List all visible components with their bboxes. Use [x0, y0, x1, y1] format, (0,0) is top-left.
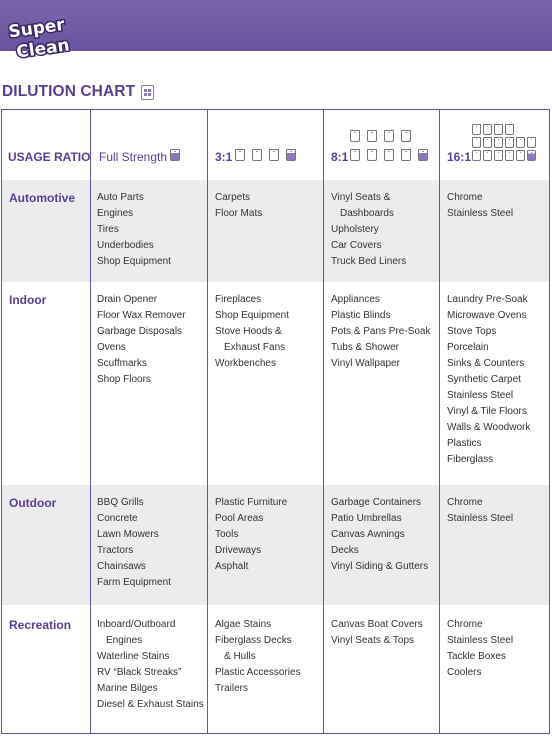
- measuring-cup-icon: [483, 137, 492, 148]
- measuring-cup-icon: [350, 149, 360, 161]
- cell-outdoor-8-1: [331, 495, 428, 575]
- list-item: Vinyl Wallpaper: [331, 358, 400, 369]
- list-item: Car Covers: [331, 240, 382, 251]
- list-item: Asphalt: [215, 561, 249, 572]
- list-item: Laundry Pre-Soak: [447, 294, 528, 305]
- measuring-cup-icon: [516, 137, 525, 148]
- measuring-cup-icon: [494, 124, 503, 135]
- header-usage-ratio: USAGE RATIO: [8, 150, 91, 164]
- list-item: Drain Opener: [97, 294, 158, 305]
- list-item: Upholstery: [331, 224, 379, 235]
- measuring-cup-full-icon: [527, 150, 536, 161]
- list-item: & Hulls: [224, 651, 256, 662]
- list-item: Sinks & Counters: [447, 358, 525, 369]
- header-3-1: 3:1: [215, 150, 233, 164]
- list-item: Workbenches: [215, 358, 276, 369]
- list-item: Canvas Boat Covers: [331, 619, 423, 630]
- list-item: Tubs & Shower: [331, 342, 399, 353]
- measuring-cup-icon: [235, 149, 245, 161]
- list-item: Vinyl Seats & Tops: [331, 635, 415, 646]
- cell-outdoor-full: [97, 495, 171, 591]
- measuring-cup-icon: [505, 137, 514, 148]
- measuring-cup-full-icon: [170, 149, 180, 161]
- cell-outdoor-16-1: [447, 495, 513, 527]
- list-item: Marine Bilges: [97, 683, 158, 694]
- measuring-cup-icon: [367, 149, 377, 161]
- logo-line2: Clean: [15, 35, 71, 63]
- list-item: Stove Tops: [447, 326, 497, 337]
- list-item: RV “Black Streaks”: [97, 667, 182, 678]
- list-item: Truck Bed Liners: [331, 256, 407, 267]
- list-item: Shop Equipment: [215, 310, 289, 321]
- list-item: Floor Wax Remover: [97, 310, 186, 321]
- list-item: Driveways: [215, 545, 262, 556]
- measuring-cup-icon: [505, 124, 514, 135]
- list-item: Dashboards: [340, 208, 394, 219]
- measuring-cup-icon: [516, 150, 525, 161]
- list-item: Patio Umbrellas: [331, 513, 402, 524]
- list-item: Chainsaws: [97, 561, 146, 572]
- list-item: Tools: [215, 529, 239, 540]
- list-item: Tractors: [97, 545, 134, 556]
- list-item: Trailers: [215, 683, 248, 694]
- header-16-1: 16:1: [447, 150, 472, 164]
- list-item: Stainless Steel: [447, 390, 514, 401]
- list-item: Inboard/Outboard: [97, 619, 176, 630]
- measuring-cup-icon: [505, 150, 514, 161]
- column-divider: [439, 110, 440, 733]
- chart-icon: [141, 85, 154, 100]
- cell-outdoor-3-1: [215, 495, 287, 575]
- list-item: Porcelain: [447, 342, 489, 353]
- list-item: Auto Parts: [97, 192, 144, 203]
- measuring-cup-icon: [269, 149, 279, 161]
- list-item: Engines: [106, 635, 143, 646]
- list-item: Chrome: [447, 192, 483, 203]
- list-item: Garbage Disposals: [97, 326, 183, 337]
- header-banner: [0, 0, 552, 51]
- list-item: Fireplaces: [215, 294, 262, 305]
- row-label-automotive: Automotive: [9, 191, 75, 205]
- measuring-cup-icon: [483, 124, 492, 135]
- cell-indoor-16-1: [447, 292, 530, 468]
- list-item: Decks: [331, 545, 359, 556]
- row-label-outdoor: Outdoor: [9, 496, 57, 510]
- list-item: Pool Areas: [215, 513, 264, 524]
- header-full-strength: Full Strength: [99, 150, 168, 164]
- list-item: Plastic Accessories: [215, 667, 301, 678]
- list-item: Fiberglass: [447, 454, 494, 465]
- list-item: Scuffmarks: [97, 358, 147, 369]
- list-item: Tires: [97, 224, 119, 235]
- list-item: Garbage Containers: [331, 497, 422, 508]
- row-label-indoor: Indoor: [9, 293, 47, 307]
- measuring-cup-icon: [367, 130, 377, 142]
- list-item: Tackle Boxes: [447, 651, 506, 662]
- cell-recreation-16-1: [447, 617, 513, 681]
- list-item: Fiberglass Decks: [215, 635, 292, 646]
- list-item: Underbodies: [97, 240, 154, 251]
- measuring-cup-icon: [252, 149, 262, 161]
- list-item: Farm Equipment: [97, 577, 171, 588]
- measuring-cup-full-icon: [418, 149, 428, 161]
- page-title: [2, 83, 154, 101]
- list-item: Ovens: [97, 342, 126, 353]
- super-clean-logo: [6, 9, 78, 71]
- row-label-recreation: Recreation: [9, 618, 72, 632]
- measuring-cup-icon: [483, 150, 492, 161]
- list-item: Chrome: [447, 619, 483, 630]
- measuring-cup-icon: [384, 149, 394, 161]
- list-item: Exhaust Fans: [224, 342, 286, 353]
- cell-automotive-full: [97, 190, 171, 270]
- list-item: Floor Mats: [215, 208, 263, 219]
- list-item: Vinyl Siding & Gutters: [331, 561, 429, 572]
- column-divider: [323, 110, 324, 733]
- cell-recreation-full: [97, 617, 204, 713]
- measuring-cup-icon: [384, 130, 394, 142]
- list-item: Stove Hoods &: [215, 326, 282, 337]
- cell-recreation-3-1: [215, 617, 301, 697]
- list-item: Coolers: [447, 667, 482, 678]
- dilution-table: [1, 109, 550, 734]
- list-item: Appliances: [331, 294, 380, 305]
- list-item: Plastic Blinds: [331, 310, 391, 321]
- measuring-cup-icon: [494, 150, 503, 161]
- list-item: Shop Floors: [97, 374, 151, 385]
- measuring-cup-icon: [401, 130, 411, 142]
- list-item: Pots & Pans Pre-Soak: [331, 326, 431, 337]
- list-item: Microwave Ovens: [447, 310, 527, 321]
- measuring-cup-icon: [472, 150, 481, 161]
- list-item: Chrome: [447, 497, 483, 508]
- measuring-cup-icon: [472, 124, 481, 135]
- list-item: Engines: [97, 208, 134, 219]
- measuring-cup-icon: [472, 137, 481, 148]
- cell-indoor-full: [97, 292, 186, 388]
- logo-line1: Super: [7, 14, 66, 43]
- measuring-cup-icon: [401, 149, 411, 161]
- list-item: Shop Equipment: [97, 256, 171, 267]
- list-item: Diesel & Exhaust Stains: [97, 699, 204, 710]
- column-divider: [207, 110, 208, 733]
- list-item: Stainless Steel: [447, 635, 514, 646]
- list-item: Lawn Mowers: [97, 529, 159, 540]
- cell-automotive-3-1: [215, 190, 262, 222]
- list-item: Algae Stains: [215, 619, 272, 630]
- cell-recreation-8-1: [331, 617, 423, 649]
- list-item: Concrete: [97, 513, 138, 524]
- cell-automotive-8-1: [331, 190, 406, 270]
- header-8-1: 8:1: [331, 150, 349, 164]
- list-item: Vinyl Seats &: [331, 192, 391, 203]
- list-item: Stainless Steel: [447, 208, 514, 219]
- list-item: Vinyl & Tile Floors: [447, 406, 527, 417]
- measuring-cup-full-icon: [286, 149, 296, 161]
- list-item: Walls & Woodwork: [447, 422, 531, 433]
- list-item: BBQ Grills: [97, 497, 144, 508]
- list-item: Plastic Furniture: [215, 497, 288, 508]
- measuring-cup-icon: [494, 137, 503, 148]
- list-item: Canvas Awnings: [331, 529, 405, 540]
- list-item: Stainless Steel: [447, 513, 514, 524]
- column-divider: [90, 110, 91, 733]
- list-item: Waterline Stains: [97, 651, 170, 662]
- cell-indoor-8-1: [331, 292, 431, 372]
- page-title-text: DILUTION CHART: [2, 83, 136, 100]
- cell-indoor-3-1: [215, 292, 289, 372]
- measuring-cup-icon: [350, 130, 360, 142]
- cell-automotive-16-1: [447, 190, 513, 222]
- list-item: Carpets: [215, 192, 251, 203]
- list-item: Plastics: [447, 438, 482, 449]
- measuring-cup-icon: [527, 137, 536, 148]
- list-item: Synthetic Carpet: [447, 374, 521, 385]
